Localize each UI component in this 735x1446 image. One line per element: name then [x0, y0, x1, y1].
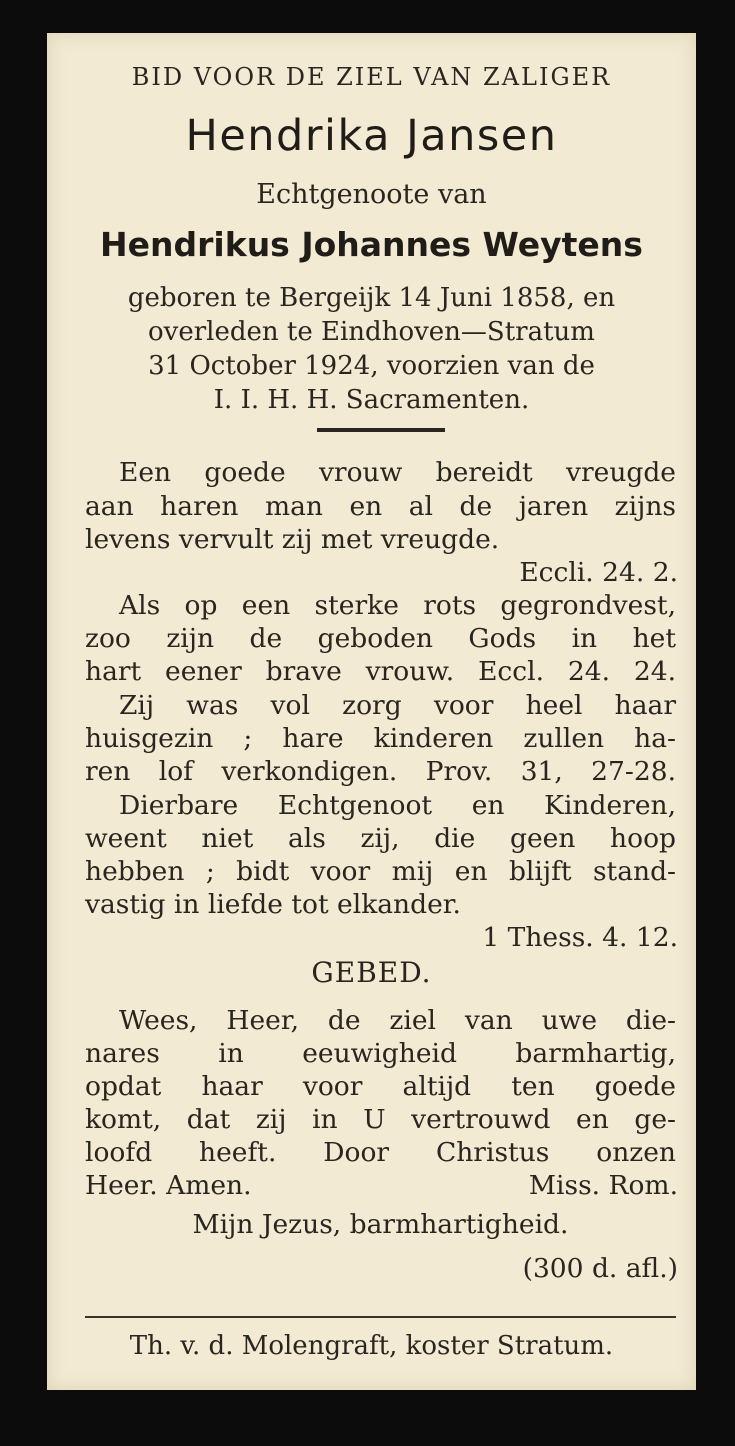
bio-line: I. I. H. H. Sacramenten. — [213, 385, 530, 415]
verse-line: Dierbare Echtgenoot en Kinderen, — [119, 790, 676, 821]
verse-line: hart eener brave vrouw. Eccl. 24. 24. — [85, 656, 676, 687]
indulgence-note: (300 d. afl.) — [522, 1253, 678, 1284]
printer-credit: Th. v. d. Molengraft, koster Stratum. — [129, 1331, 614, 1361]
card-heading: BID VOOR DE ZIEL VAN ZALIGER — [131, 63, 612, 91]
verse-line: weent niet als zij, die geen hoop — [85, 823, 676, 854]
prayer-closing: Heer. Amen. — [85, 1170, 252, 1201]
verse-line: levens vervult zij met vreugde. — [85, 524, 500, 555]
verse-line: aan haren man en al de jaren zijns — [85, 491, 676, 522]
verse-line: huisgezin ; hare kinderen zullen ha- — [85, 723, 676, 754]
deceased-name: Hendrika Jansen — [185, 111, 558, 161]
verse-line: vastig in liefde tot elkander. — [85, 889, 461, 920]
prayer-line: opdat haar voor altijd ten goede — [85, 1071, 676, 1102]
prayer-line: Wees, Heer, de ziel van uwe die- — [119, 1005, 676, 1036]
verse-reference: 1 Thess. 4. 12. — [482, 922, 678, 953]
bio-line: overleden te Eindhoven—Stratum — [148, 317, 595, 347]
bio-line: geboren te Bergeijk 14 Juni 1858, en — [127, 283, 616, 313]
prayer-source: Miss. Rom. — [528, 1170, 678, 1201]
bio-line: 31 October 1924, voorzien van de — [148, 351, 595, 381]
prayer-line: nares in eeuwigheid barmhartig, — [85, 1038, 676, 1069]
divider-rule — [317, 428, 445, 432]
footer-rule — [85, 1316, 676, 1318]
verse-line: zoo zijn de geboden Gods in het — [85, 623, 676, 654]
spouse-name: Hendrikus Johannes Weytens — [100, 225, 643, 264]
verse-line: ren lof verkondigen. Prov. 31, 27-28. — [85, 756, 676, 787]
verse-line: Als op een sterke rots gegrondvest, — [119, 590, 676, 621]
verse-line: hebben ; bidt voor mij en blijft stand- — [85, 856, 676, 887]
invocation: Mijn Jezus, barmhartigheid. — [192, 1209, 569, 1240]
verse-line: Zij was vol zorg voor heel haar — [119, 690, 676, 721]
spouse-label: Echtgenoote van — [256, 179, 487, 210]
prayer-title: GEBED. — [311, 956, 432, 989]
verse-reference: Eccli. 24. 2. — [519, 557, 678, 588]
prayer-line: loofd heeft. Door Christus onzen — [85, 1137, 676, 1168]
prayer-line: komt, dat zij in U vertrouwd en ge- — [85, 1104, 676, 1135]
memorial-card — [47, 33, 696, 1390]
verse-line: Een goede vrouw bereidt vreugde — [119, 457, 676, 488]
